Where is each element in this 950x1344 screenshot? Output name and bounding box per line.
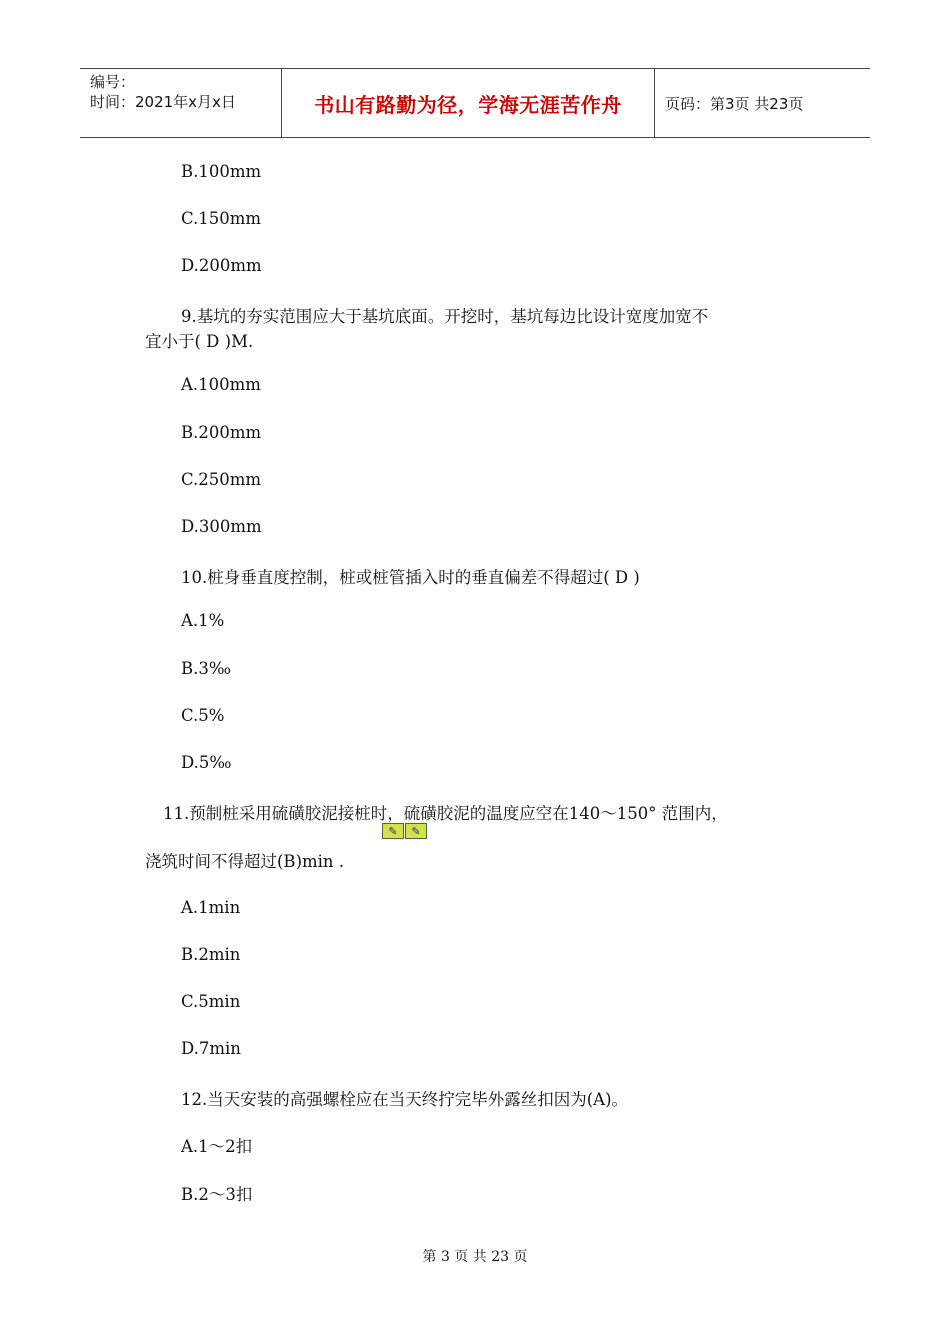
number-label: 编号：: [90, 73, 136, 91]
option-line: D.200mm: [181, 256, 262, 275]
question-9-line2: 宜小于( D )M.: [145, 332, 254, 351]
question-10: 10.桩身垂直度控制，桩或桩管插入时的垂直偏差不得超过( D ): [181, 568, 640, 587]
header-right-cell: [655, 69, 870, 137]
header-left-cell: [80, 69, 282, 137]
option-line: A.1min: [181, 898, 241, 917]
option-line: A.1%: [181, 611, 225, 630]
option-line: C.250mm: [181, 470, 262, 489]
option-line: D.300mm: [181, 517, 262, 536]
option-line: B.2min: [181, 945, 241, 964]
option-line: B.100mm: [181, 162, 262, 181]
question-12: 12.当天安装的高强螺栓应在当天终拧完毕外露丝扣因为(A)。: [181, 1090, 629, 1109]
page-info: 页码：第3页 共23页: [665, 94, 804, 113]
option-line: A.1～2扣: [181, 1137, 253, 1156]
option-line: C.150mm: [181, 209, 262, 228]
time-label: 时间：2021年x月x日: [90, 93, 236, 111]
question-9-line1: 9.基坑的夯实范围应大于基坑底面。开挖时，基坑每边比设计宽度加宽不: [181, 307, 709, 326]
option-line: D.5‰: [181, 753, 232, 772]
option-line: A.100mm: [181, 375, 261, 394]
motto: 书山有路勤为径，学海无涯苦作舟: [314, 92, 622, 117]
option-line: C.5%: [181, 706, 225, 725]
header-motto-cell: [282, 69, 655, 137]
question-11-line2: 浇筑时间不得超过(B)min .: [145, 852, 345, 871]
option-line: B.200mm: [181, 423, 262, 442]
option-line: D.7min: [181, 1039, 241, 1058]
pen-icon[interactable]: ✎: [382, 823, 404, 839]
option-line: B.3‰: [181, 659, 232, 678]
option-line: B.2～3扣: [181, 1185, 253, 1204]
annotation-icons: [382, 823, 427, 839]
question-11-line1: 11.预制桩采用硫磺胶泥接桩时，硫磺胶泥的温度应空在140～150° 范围内，: [163, 804, 728, 823]
option-line: C.5min: [181, 992, 241, 1011]
page-footer: 第 3 页 共 23 页: [422, 1249, 528, 1265]
page-header: [80, 68, 870, 138]
pen-icon[interactable]: ✎: [405, 823, 427, 839]
